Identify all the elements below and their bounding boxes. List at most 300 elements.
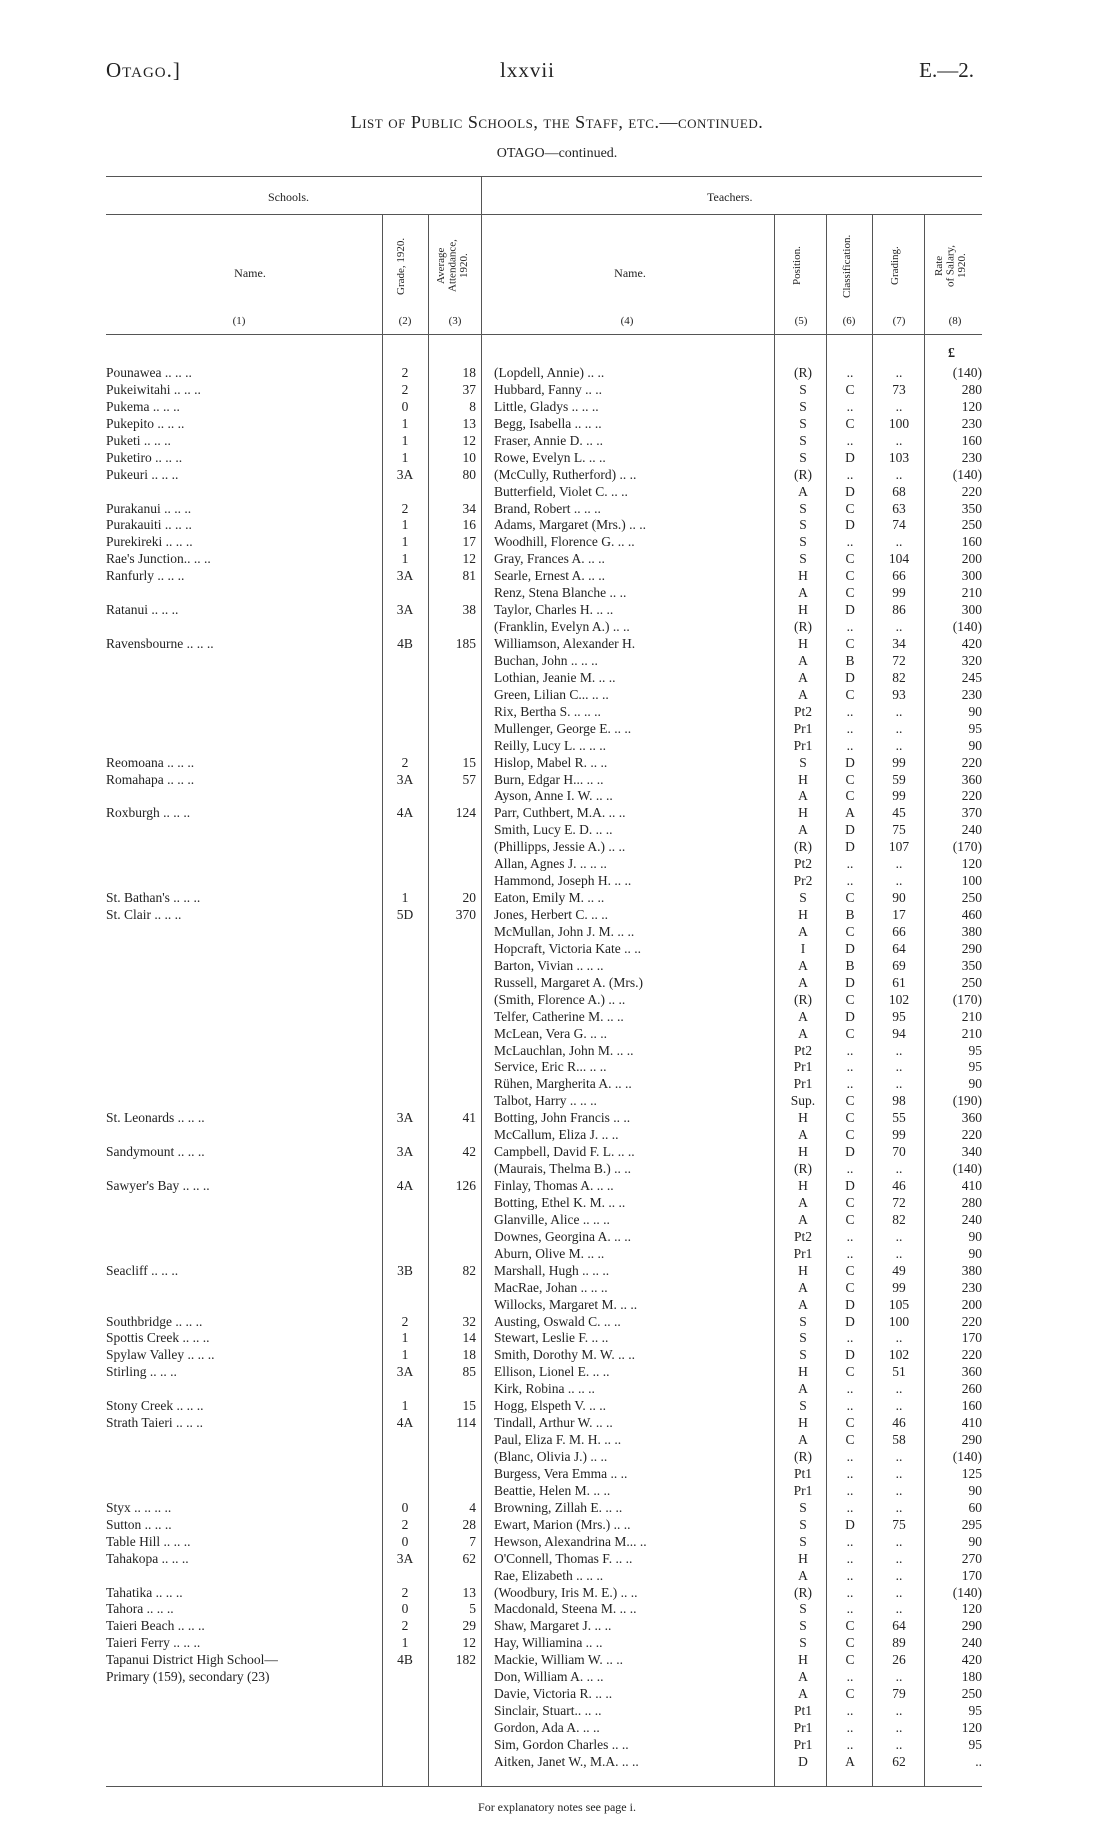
position-cell: Pr1 (793, 737, 813, 753)
teacher-name-cell: Hogg, Elspeth V. .. .. (494, 1398, 607, 1414)
classification-cell: D (845, 517, 855, 533)
classification-cell: D (845, 449, 855, 465)
table-row (0, 636, 1114, 653)
teacher-name-cell: Allan, Agnes J. .. .. .. (494, 856, 607, 872)
grading-cell: 82 (892, 669, 906, 685)
grading-cell: .. (895, 1398, 903, 1414)
school-name-cell: Pukepito .. .. .. (106, 415, 185, 431)
classification-cell: D (845, 754, 855, 770)
school-name-cell: Purakauiti .. .. .. (106, 517, 192, 533)
table-row (0, 1347, 1114, 1364)
classification-cell: D (845, 669, 855, 685)
teacher-name-cell: McMullan, John J. M. .. .. (494, 923, 635, 939)
grade-cell: 0 (401, 398, 409, 414)
classification-cell: .. (846, 619, 854, 635)
grade-cell: 1 (401, 534, 409, 550)
school-name-cell: Ranfurly .. .. .. (106, 568, 185, 584)
position-cell: S (799, 1347, 807, 1363)
position-cell: A (798, 923, 808, 939)
classification-cell: C (845, 1127, 855, 1143)
salary-cell: 95 (968, 1059, 982, 1075)
position-cell: Pr1 (793, 1076, 813, 1092)
table-row (0, 1364, 1114, 1381)
table-row (0, 433, 1114, 450)
attendance-cell: 57 (462, 771, 476, 787)
table-row (0, 365, 1114, 382)
school-name-cell: Sandymount .. .. .. (106, 1144, 205, 1160)
teacher-name-cell: Gray, Frances A. .. .. (494, 551, 605, 567)
salary-cell: 290 (961, 1618, 982, 1634)
table-row (0, 568, 1114, 585)
grading-cell: 103 (888, 449, 910, 465)
grading-cell: .. (895, 1703, 903, 1719)
grade-cell: 2 (401, 1516, 409, 1532)
position-cell: (R) (794, 466, 812, 482)
grading-cell: 100 (888, 415, 910, 431)
table-row (0, 534, 1114, 551)
attendance-cell: 18 (462, 1347, 476, 1363)
salary-cell: 90 (968, 1482, 982, 1498)
position-cell: H (798, 1262, 808, 1278)
salary-cell: 90 (968, 737, 982, 753)
grade-cell: 2 (401, 754, 409, 770)
position-cell: S (799, 754, 807, 770)
classification-cell: C (845, 788, 855, 804)
teacher-name-cell: Burgess, Vera Emma .. .. (494, 1465, 628, 1481)
position-cell: H (798, 636, 808, 651)
school-name-cell: Puketi .. .. .. (106, 432, 171, 448)
salary-cell: 340 (961, 1144, 982, 1160)
attendance-cell: 41 (462, 1110, 476, 1126)
position-cell: A (798, 483, 808, 499)
teacher-name-cell: Adams, Margaret (Mrs.) .. .. (494, 517, 646, 533)
teacher-name-cell: Kirk, Robina .. .. .. (494, 1381, 595, 1397)
table-row (0, 1127, 1114, 1144)
teacher-name-cell: Ayson, Anne I. W. .. .. (494, 788, 613, 804)
position-cell: A (798, 669, 808, 685)
attendance-cell: 14 (462, 1330, 476, 1346)
grading-cell: 99 (892, 1279, 906, 1295)
footer-note: For explanatory notes see page i. (478, 1800, 636, 1814)
grade-cell: 3B (397, 1262, 413, 1278)
table-bottom-rule (106, 1786, 982, 1787)
teacher-name-cell: Buchan, John .. .. .. (494, 652, 598, 668)
salary-cell: 200 (961, 1296, 982, 1312)
table-row (0, 1043, 1114, 1060)
grading-cell: 51 (892, 1364, 906, 1380)
school-name-cell: Primary (159), secondary (23) (106, 1669, 270, 1685)
school-name-cell: Spylaw Valley .. .. .. (106, 1347, 215, 1363)
teacher-name-cell: Austing, Oswald C. .. .. (494, 1313, 621, 1329)
school-name-cell: Southbridge .. .. .. (106, 1313, 203, 1329)
position-cell: Pr1 (793, 1059, 813, 1075)
table-row (0, 1432, 1114, 1449)
teacher-name-cell: Macdonald, Steena M. .. .. (494, 1601, 637, 1617)
salary-header: Rate of Salary, 1920. (933, 244, 969, 288)
table-row (0, 941, 1114, 958)
grading-cell: .. (895, 1228, 903, 1244)
table-row (0, 1483, 1114, 1500)
position-cell: (R) (794, 1584, 812, 1600)
teacher-name-cell: Butterfield, Violet C. .. .. (494, 483, 628, 499)
teacher-name-cell: Ewart, Marion (Mrs.) .. .. (494, 1516, 631, 1532)
salary-cell: (190) (952, 1093, 982, 1109)
attendance-cell: 13 (462, 415, 476, 431)
position-cell: Pt2 (793, 856, 812, 872)
currency-symbol: £ (948, 346, 955, 361)
salary-cell: 250 (961, 1686, 982, 1702)
salary-cell: 320 (961, 652, 982, 668)
grading-cell: .. (895, 1601, 903, 1617)
salary-cell: 120 (961, 398, 982, 414)
table-row (0, 1754, 1114, 1771)
column-number-7: (7) (892, 315, 906, 327)
position-cell: H (798, 1652, 808, 1668)
table-row (0, 856, 1114, 873)
salary-cell: 420 (961, 636, 982, 651)
attendance-cell: 37 (462, 381, 476, 397)
teacher-name-cell: McLauchlan, John M. .. .. (494, 1042, 634, 1058)
salary-cell: 460 (961, 907, 982, 922)
position-cell: H (798, 1144, 808, 1160)
school-name-cell: Purakanui .. .. .. (106, 500, 192, 516)
classification-cell: C (845, 1415, 855, 1431)
grading-cell: 90 (892, 890, 906, 906)
classification-cell: B (845, 957, 855, 973)
teacher-name-cell: (Lopdell, Annie) .. .. (494, 365, 605, 380)
position-cell: A (798, 788, 808, 804)
grade-cell: 2 (401, 500, 409, 516)
table-row (0, 822, 1114, 839)
page-number: lxxvii (500, 58, 556, 82)
salary-cell: 210 (961, 1008, 982, 1024)
salary-cell: 260 (961, 1381, 982, 1397)
teacher-name-cell: McLean, Vera G. .. .. (494, 1025, 607, 1041)
table-row (0, 1093, 1114, 1110)
attendance-cell: 62 (462, 1550, 476, 1566)
salary-cell: (140) (952, 1584, 982, 1600)
teacher-name-cell: Little, Gladys .. .. .. (494, 398, 599, 414)
grade-cell: 3A (396, 1364, 414, 1380)
teacher-name-cell: Hay, Williamina .. .. (494, 1635, 603, 1651)
position-cell: Pr2 (793, 873, 813, 889)
classification-cell: .. (846, 1161, 854, 1177)
position-cell: S (799, 1313, 807, 1329)
classification-cell: C (845, 568, 855, 584)
table-row (0, 1110, 1114, 1127)
position-cell: (R) (794, 365, 812, 380)
position-cell: S (799, 1516, 807, 1532)
salary-cell: 95 (968, 1703, 982, 1719)
grading-cell: 99 (892, 788, 906, 804)
table-row (0, 1314, 1114, 1331)
classification-cell: .. (846, 1567, 854, 1583)
grading-cell: .. (895, 534, 903, 550)
grade-cell: 2 (401, 1618, 409, 1634)
salary-cell: 125 (961, 1465, 982, 1481)
grading-cell: 86 (892, 602, 906, 618)
table-row (0, 1026, 1114, 1043)
classification-cell: C (845, 923, 855, 939)
teacher-name-cell: Brand, Robert .. .. .. (494, 500, 601, 516)
attendance-cell: 12 (462, 551, 476, 567)
position-cell: A (798, 1686, 808, 1702)
classification-cell: D (845, 974, 855, 990)
position-cell: S (799, 1499, 807, 1515)
position-cell: D (798, 1753, 808, 1769)
classification-cell: C (845, 1093, 855, 1109)
classification-cell: .. (846, 466, 854, 482)
grading-cell: .. (895, 720, 903, 736)
position-cell: (R) (794, 1161, 812, 1177)
salary-cell: 420 (961, 1652, 982, 1668)
school-name-cell: Tahatika .. .. .. (106, 1584, 183, 1600)
position-cell: H (798, 1415, 808, 1431)
classification-cell: .. (846, 365, 854, 380)
school-name-cell: Pounawea .. .. .. (106, 365, 192, 380)
position-cell: A (798, 974, 808, 990)
salary-cell: 410 (961, 1415, 982, 1431)
classification-cell: .. (846, 856, 854, 872)
grade-cell: 2 (401, 381, 409, 397)
classification-cell: C (845, 890, 855, 906)
position-cell: S (799, 432, 807, 448)
salary-cell: (170) (952, 991, 982, 1007)
table-row (0, 755, 1114, 772)
grading-cell: 79 (892, 1686, 906, 1702)
teacher-name-cell: Aburn, Olive M. .. .. (494, 1245, 605, 1261)
salary-cell: 210 (961, 1025, 982, 1041)
teacher-name-cell: Smith, Lucy E. D. .. .. (494, 822, 613, 838)
teacher-name-cell: Rae, Elizabeth .. .. .. (494, 1567, 604, 1583)
school-name-header: Name. (234, 266, 266, 280)
grading-cell: 45 (892, 805, 906, 821)
table-row (0, 1466, 1114, 1483)
classification-cell: .. (846, 1482, 854, 1498)
grading-cell: 46 (892, 1178, 906, 1193)
salary-cell: 250 (961, 517, 982, 533)
teacher-name-cell: Parr, Cuthbert, M.A. .. .. (494, 805, 626, 821)
school-name-cell: Romahapa .. .. .. (106, 771, 195, 787)
salary-cell: 230 (961, 1279, 982, 1295)
grading-cell: .. (895, 1669, 903, 1685)
teacher-name-cell: Campbell, David F. L. .. .. (494, 1144, 635, 1160)
teacher-name-cell: Stewart, Leslie F. .. .. (494, 1330, 609, 1346)
salary-cell: (140) (952, 1449, 982, 1464)
attendance-cell: 82 (462, 1262, 476, 1278)
grading-cell: 73 (892, 381, 906, 397)
grading-cell: 34 (892, 636, 906, 651)
position-cell: Pr1 (793, 1482, 813, 1498)
teacher-name-cell: Tindall, Arthur W. .. .. (494, 1415, 613, 1431)
position-cell: S (799, 500, 807, 516)
school-name-cell: Table Hill .. .. .. (106, 1533, 191, 1549)
teacher-name-cell: Sim, Gordon Charles .. .. (494, 1736, 629, 1752)
grade-cell: 4B (397, 636, 413, 651)
school-name-cell: Tahakopa .. .. .. (106, 1550, 189, 1566)
table-row (0, 704, 1114, 721)
attendance-cell: 370 (455, 907, 476, 922)
column-number-1: (1) (232, 315, 246, 327)
salary-cell: (140) (952, 619, 982, 635)
grading-cell: .. (895, 398, 903, 414)
position-cell: H (798, 568, 808, 584)
salary-cell: 95 (968, 1736, 982, 1752)
position-cell: A (798, 1279, 808, 1295)
classification-cell: C (845, 551, 855, 567)
classification-cell: D (845, 1313, 855, 1329)
table-row (0, 1635, 1114, 1652)
teacher-name-cell: O'Connell, Thomas F. .. .. (494, 1550, 633, 1566)
salary-cell: 90 (968, 703, 982, 719)
grading-cell: 26 (892, 1652, 906, 1668)
position-cell: A (798, 1127, 808, 1143)
attendance-header: Average Attendance, 1920. (435, 239, 471, 293)
classification-cell: C (845, 1025, 855, 1041)
table-row (0, 1652, 1114, 1669)
classification-cell: .. (846, 1381, 854, 1397)
classification-cell: C (845, 381, 855, 397)
teacher-name-cell: Hammond, Joseph H. .. .. (494, 873, 632, 889)
position-cell: (R) (794, 1449, 812, 1464)
salary-cell: 90 (968, 1076, 982, 1092)
table-row (0, 738, 1114, 755)
grade-cell: 1 (401, 449, 409, 465)
position-cell: S (799, 1601, 807, 1617)
teacher-name-cell: Hopcraft, Victoria Kate .. .. (494, 940, 642, 956)
table-row (0, 1669, 1114, 1686)
page-header-left: Otago.] (106, 58, 181, 82)
grading-cell: 105 (888, 1296, 910, 1312)
table-row (0, 839, 1114, 856)
table-row (0, 551, 1114, 568)
school-name-cell: Strath Taieri .. .. .. (106, 1415, 204, 1431)
position-cell: H (798, 1178, 808, 1193)
teacher-name-cell: (McCully, Rutherford) .. .. (494, 466, 637, 482)
teacher-name-cell: Willocks, Margaret M. .. .. (494, 1296, 638, 1312)
teacher-name-cell: Service, Eric R... .. .. (494, 1059, 607, 1075)
salary-cell: 230 (961, 686, 982, 702)
table-row (0, 1263, 1114, 1280)
salary-cell: 300 (961, 568, 982, 584)
teacher-name-cell: Shaw, Margaret J. .. .. (494, 1618, 612, 1634)
grading-cell: .. (895, 1059, 903, 1075)
classification-cell: A (845, 805, 855, 821)
position-cell: H (798, 907, 808, 922)
grading-cell: 93 (892, 686, 906, 702)
attendance-cell: 17 (462, 534, 476, 550)
grading-cell: 94 (892, 1025, 906, 1041)
grade-cell: 0 (401, 1499, 409, 1515)
classification-cell: .. (846, 737, 854, 753)
salary-cell: 380 (961, 923, 982, 939)
classification-cell: C (845, 1279, 855, 1295)
salary-cell: 350 (961, 500, 982, 516)
grade-cell: 3A (396, 568, 414, 584)
salary-cell: (140) (952, 466, 982, 482)
classification-cell: B (845, 907, 855, 922)
school-name-cell: Seacliff .. .. .. (106, 1262, 179, 1278)
salary-cell: 280 (961, 381, 982, 397)
school-name-cell: Spottis Creek .. .. .. (106, 1330, 210, 1346)
column-number-3: (3) (448, 315, 462, 327)
teacher-name-cell: Searle, Ernest A. .. .. (494, 568, 605, 584)
salary-cell: 290 (961, 1432, 982, 1448)
grading-cell: .. (895, 432, 903, 448)
table-row (0, 619, 1114, 636)
grading-cell: .. (895, 873, 903, 889)
attendance-cell: 38 (462, 602, 476, 618)
teacher-name-cell: Taylor, Charles H. .. .. (494, 602, 614, 618)
classification-cell: .. (846, 1465, 854, 1481)
grade-cell: 3A (396, 1144, 414, 1160)
salary-cell: 240 (961, 822, 982, 838)
grading-cell: .. (895, 1381, 903, 1397)
table-row (0, 399, 1114, 416)
grade-cell: 4B (397, 1652, 413, 1668)
table-row (0, 1076, 1114, 1093)
salary-cell: 210 (961, 585, 982, 601)
position-cell: A (798, 1669, 808, 1685)
attendance-cell: 124 (455, 805, 476, 821)
classification-cell: D (845, 1347, 855, 1363)
grading-cell: .. (895, 737, 903, 753)
salary-cell: 230 (961, 415, 982, 431)
salary-cell: 160 (961, 534, 982, 550)
grading-cell: 75 (892, 1516, 906, 1532)
grading-cell: .. (895, 619, 903, 635)
position-cell: A (798, 652, 808, 668)
school-name-cell: St. Leonards .. .. .. (106, 1110, 205, 1126)
salary-cell: 160 (961, 432, 982, 448)
attendance-cell: 4 (469, 1499, 476, 1515)
classification-cell: .. (846, 1042, 854, 1058)
teacher-name-cell: Hubbard, Fanny .. .. (494, 381, 602, 397)
attendance-cell: 20 (462, 890, 476, 906)
teacher-name-cell: Botting, Ethel K. M. .. .. (494, 1194, 626, 1210)
grading-cell: 55 (892, 1110, 906, 1126)
table-row (0, 1246, 1114, 1263)
teacher-name-cell: Burn, Edgar H... .. .. (494, 771, 604, 787)
table-row (0, 670, 1114, 687)
classification-cell: .. (846, 1449, 854, 1464)
grading-cell: 107 (888, 839, 910, 855)
teacher-name-cell: Renz, Stena Blanche .. .. (494, 585, 627, 601)
classification-cell: C (845, 1635, 855, 1651)
classification-cell: .. (846, 1736, 854, 1752)
classification-cell: A (845, 1753, 855, 1769)
attendance-cell: 185 (455, 636, 476, 651)
teacher-name-cell: Marshall, Hugh .. .. .. (494, 1262, 610, 1278)
table-row (0, 1398, 1114, 1415)
salary-cell: 220 (961, 1313, 982, 1329)
table-row (0, 1737, 1114, 1754)
salary-cell: 220 (961, 1347, 982, 1363)
attendance-cell: 80 (462, 466, 476, 482)
table-row (0, 1212, 1114, 1229)
attendance-cell: 7 (469, 1533, 476, 1549)
position-cell: S (799, 1533, 807, 1549)
teacher-name-cell: Williamson, Alexander H. (494, 636, 636, 651)
grading-cell: 61 (892, 974, 906, 990)
teacher-name-cell: Reilly, Lucy L. .. .. .. (494, 737, 606, 753)
grading-cell: 17 (892, 907, 906, 922)
staff-table-body (0, 365, 1114, 1771)
position-cell: Pr1 (793, 1736, 813, 1752)
salary-cell: 380 (961, 1262, 982, 1278)
teacher-name-cell: Aitken, Janet W., M.A. .. .. (494, 1753, 639, 1769)
grading-cell: .. (895, 1042, 903, 1058)
